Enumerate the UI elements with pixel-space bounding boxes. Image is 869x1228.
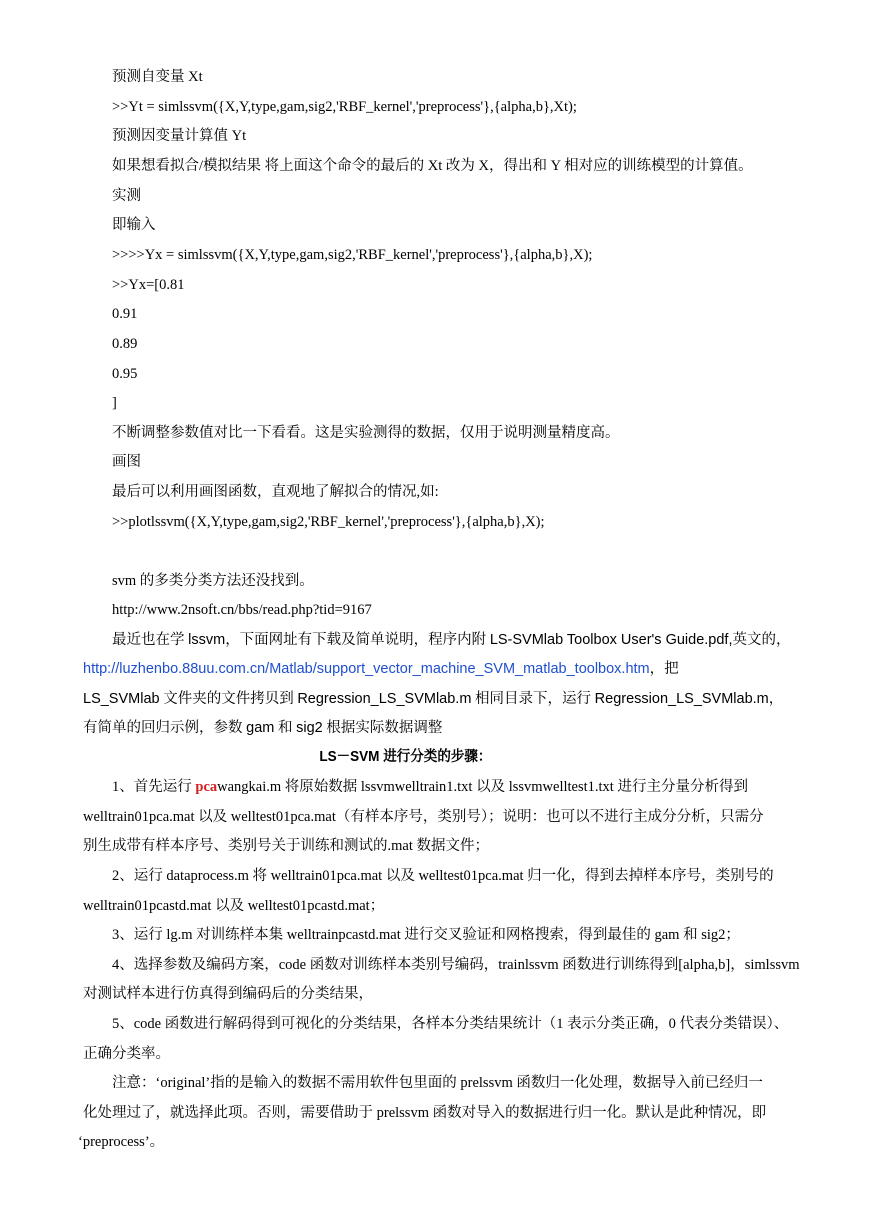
text-span: ，把 [649,661,679,677]
text-line: 如果想看拟合/模拟结果 将上面这个命令的最后的 Xt 改为 X，得出和 Y 相对应的训练模型的计算值。 [112,158,753,174]
code-line: >>Yx=[0.81 [112,277,185,293]
step-line: 别生成带有样本序号、类别号关于训练和测试的.mat 数据文件； [83,838,489,854]
text-line [112,630,791,650]
text-line: svm 的多类分类方法还没找到。 [112,573,314,589]
toolbox-link[interactable]: http://luzhenbo.88uu.com.cn/Matlab/support_vector_machine_SVM_matlab_toolbox.htm [83,661,650,677]
text-line: 画图 [112,454,141,470]
step-line: 5、code 函数进行解码得到可视化的分类结果，各样本分类结果统计（1 表示分类正确，0 代表分类错误）、 [112,1016,789,1032]
text-span: 文件夹的文件拷贝到 [159,691,298,707]
code-line: ] [112,395,117,411]
section-heading: LS－SVM 进行分类的步骤： [319,749,492,765]
text-line: 实测 [112,188,141,204]
text-line: 预测因变量计算值 Yt [112,128,247,144]
text-span: 相同目录下，运行 [471,691,595,707]
text-span: LS_SVMlab [83,691,160,707]
step-line: welltrain01pca.mat 以及 welltest01pca.mat（有样本序号，类别号）；说明：也可以不进行主成分分析，只需分 [83,809,764,825]
text-line [83,689,783,709]
note-line: 化处理过了，就选择此项。否则，需要借助于 prelssvm 函数对导入的数据进行归一化。默认是此种情况，即 [83,1105,767,1121]
note-line: ‘preprocess’。 [78,1134,165,1150]
code-line: >>Yt = simlssvm({X,Y,type,gam,sig2,'RBF_kernel','preprocess'},{alpha,b},Xt); [112,99,577,115]
step-line: 2、运行 dataprocess.m 将 welltrain01pca.mat 以及 welltest01pca.mat 归一化，得到去掉样本序号，类别号的 [112,868,774,884]
text-line: 不断调整参数值对比一下看看。这是实验测得的数据，仅用于说明测量精度高。 [112,425,620,441]
step-line: 4、选择参数及编码方案，code 函数对训练样本类别号编码，trainlssvm 函数进行训练得到[alpha,b]，simlssvm [112,957,800,973]
step-line: 正确分类率。 [83,1046,170,1062]
text-span: 英文的， [732,632,791,648]
step-line: 对测试样本进行仿真得到编码后的分类结果， [83,986,373,1002]
text-span: 最近也在学 [112,632,189,648]
text-line: 预测自变量 Xt [112,69,203,85]
step-line [112,777,748,797]
text-span: ，下面网址有下载及简单说明，程序内附 [225,632,490,648]
code-line: 0.95 [112,366,138,382]
highlight-text: pca [195,779,218,795]
text-line [83,659,679,679]
text-line [83,718,442,738]
text-span: lssvm [188,632,226,648]
note-line: 注意：‘original’指的是输入的数据不需用软件包里面的 prelssvm 函数归一化处理，数据导入前已经归一 [112,1075,763,1091]
text-span: Regression_LS_SVMlab.m [297,691,472,707]
text-span: gam [246,720,275,736]
text-span: sig2 [296,720,323,736]
step-line: 3、运行 lg.m 对训练样本集 welltrainpcastd.mat 进行交叉验证和网格搜索，得到最佳的 gam 和 sig2； [112,927,740,943]
code-line: >>>>Yx = simlssvm({X,Y,type,gam,sig2,'RBF_kernel','preprocess'},{alpha,b},X); [112,247,593,263]
text-span: 和 [274,720,297,736]
text-span: LS-SVMlab Toolbox User's Guide.pdf, [489,632,733,648]
code-line: 0.91 [112,306,138,322]
forum-link[interactable]: http://www.2nsoft.cn/bbs/read.php?tid=9167 [112,602,372,618]
text-line: 即输入 [112,217,156,233]
code-line: >>plotlssvm({X,Y,type,gam,sig2,'RBF_kernel','preprocess'},{alpha,b},X); [112,514,545,530]
text-span: Regression_LS_SVMlab.m [594,691,769,707]
text-span: 有简单的回归示例，参数 [83,720,247,736]
text-span: 1、首先运行 [112,779,196,795]
text-span: ， [768,691,784,707]
text-span: 根据实际数据调整 [322,720,443,736]
step-line: welltrain01pcastd.mat 以及 welltest01pcastd.mat； [83,898,385,914]
code-line: 0.89 [112,336,138,352]
text-span: wangkai.m 将原始数据 lssvmwelltrain1.txt 以及 lssvmwelltest1.txt 进行主分量分析得到 [217,779,748,795]
text-line: 最后可以利用画图函数，直观地了解拟合的情况,如: [112,484,439,500]
